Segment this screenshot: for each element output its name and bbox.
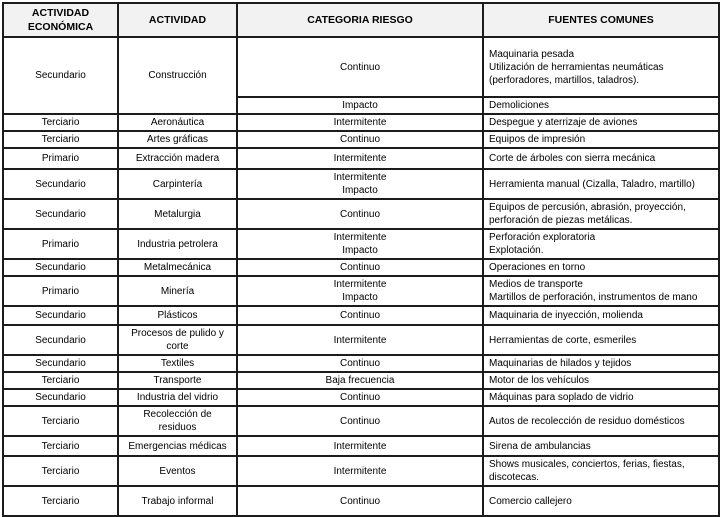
cell-categoria-riesgo (237, 276, 483, 306)
table-row (3, 37, 719, 97)
cell-line: Intermitente (333, 172, 387, 183)
cell-line: Terciario (41, 117, 80, 128)
cell-actividad-economica (3, 389, 118, 406)
cell-line: Carpintería (152, 178, 203, 190)
table-row (3, 131, 719, 148)
cell-fuentes-comunes (483, 436, 719, 456)
risk-sources-table (2, 2, 720, 517)
cell-line: Continuo (339, 495, 381, 507)
table-row (3, 325, 719, 355)
cell-line: Despegue y aterrizaje de aviones (489, 117, 638, 128)
cell-line: Industria del vidrio (136, 392, 219, 403)
cell-actividad (118, 276, 237, 306)
cell-line: Intermitente (333, 153, 387, 164)
cell-line: Textiles (160, 358, 195, 369)
cell-line: discotecas. (489, 472, 540, 483)
table-row (3, 372, 719, 389)
cell-categoria-riesgo (237, 406, 483, 436)
cell-fuentes-comunes (483, 389, 719, 406)
cell-actividad (118, 406, 237, 436)
cell-line: Maquinaria pesada (489, 48, 575, 60)
cell-line: Baja frecuencia (325, 375, 395, 386)
cell-line: Secundario (35, 70, 86, 81)
cell-categoria-riesgo (237, 325, 483, 355)
table-row (3, 406, 719, 436)
cell-actividad (118, 372, 237, 389)
cell-actividad (118, 199, 237, 229)
cell-line: Martillos de perforación, instrumentos de mano (489, 292, 698, 303)
cell-actividad (118, 169, 237, 199)
cell-actividad (118, 389, 237, 406)
cell-line: Utilización de herramientas neumáticas (489, 61, 664, 73)
cell-actividad-economica (3, 229, 118, 259)
cell-line: Metalurgia (154, 208, 201, 220)
cell-fuentes-comunes (483, 97, 719, 114)
column-header-actividad: ACTIVIDAD (118, 3, 237, 37)
cell-line: Intermitente (333, 465, 387, 477)
cell-line: Secundario (35, 178, 86, 190)
cell-actividad-economica (3, 436, 118, 456)
cell-line: Terciario (41, 465, 80, 477)
cell-line: Herramientas de corte, esmeriles (489, 334, 637, 346)
cell-categoria-riesgo (237, 169, 483, 199)
table-row (3, 355, 719, 372)
cell-categoria-riesgo (237, 148, 483, 169)
cell-actividad-economica (3, 148, 118, 169)
cell-line: Máquinas para soplado de vidrio (489, 392, 634, 403)
cell-line: Demoliciones (489, 100, 550, 111)
table-row (3, 148, 719, 169)
cell-line: Impacto (342, 292, 378, 303)
cell-fuentes-comunes (483, 131, 719, 148)
cell-line: Eventos (159, 465, 196, 477)
cell-actividad-economica (3, 114, 118, 131)
cell-categoria-riesgo (237, 114, 483, 131)
cell-line: Secundario (35, 208, 86, 220)
cell-line: Secundario (35, 262, 86, 273)
cell-categoria-riesgo (237, 372, 483, 389)
cell-line: Terciario (41, 440, 80, 452)
column-header-fuentes-comunes: FUENTES COMUNES (483, 3, 719, 37)
column-header-categoria-riesgo: CATEGORIA RIESGO (237, 3, 483, 37)
cell-fuentes-comunes (483, 259, 719, 276)
cell-line: Secundario (35, 310, 86, 321)
cell-line: Continuo (339, 358, 381, 369)
cell-line: Continuo (339, 61, 381, 73)
cell-fuentes-comunes (483, 355, 719, 372)
cell-line: Intermitente (333, 334, 387, 346)
table-row (3, 456, 719, 486)
cell-actividad-economica (3, 355, 118, 372)
cell-line: Sirena de ambulancias (489, 440, 591, 452)
cell-line: Explotación. (489, 245, 544, 256)
table-row (3, 199, 719, 229)
cell-line: Intermitente (333, 117, 387, 128)
cell-line: Aeronáutica (150, 117, 205, 128)
cell-actividad-economica (3, 372, 118, 389)
table-row (3, 306, 719, 325)
cell-fuentes-comunes (483, 325, 719, 355)
cell-actividad (118, 436, 237, 456)
cell-fuentes-comunes (483, 456, 719, 486)
cell-fuentes-comunes (483, 199, 719, 229)
cell-categoria-riesgo (237, 97, 483, 114)
cell-line: Construcción (148, 70, 207, 81)
cell-line: Perforación exploratoria (489, 232, 596, 243)
table-row (3, 486, 719, 516)
cell-fuentes-comunes (483, 37, 719, 97)
cell-categoria-riesgo (237, 486, 483, 516)
cell-fuentes-comunes (483, 276, 719, 306)
cell-line: Emergencias médicas (128, 440, 227, 452)
cell-line: Terciario (41, 495, 80, 507)
cell-actividad-economica (3, 456, 118, 486)
cell-line: Primario (41, 285, 80, 297)
cell-line: Continuo (339, 134, 381, 145)
cell-actividad (118, 355, 237, 372)
cell-line: Intermitente (333, 232, 387, 243)
cell-line: Continuo (339, 310, 381, 321)
cell-categoria-riesgo (237, 389, 483, 406)
cell-line: Medios de transporte (489, 279, 583, 290)
cell-line: Primario (41, 238, 80, 250)
cell-line: Continuo (339, 262, 381, 273)
cell-line: Operaciones en torno (489, 262, 586, 273)
cell-actividad (118, 306, 237, 325)
cell-line: corte (166, 341, 189, 352)
cell-line: Maquinaria de inyección, molienda (489, 310, 643, 321)
cell-fuentes-comunes (483, 114, 719, 131)
cell-line: Maquinarias de hilados y tejidos (489, 358, 632, 369)
cell-line: Equipos de percusión, abrasión, proyección, (489, 202, 686, 213)
table-row (3, 389, 719, 406)
cell-line: Industria petrolera (137, 238, 218, 250)
column-header-actividad-economica: ACTIVIDAD ECONÓMICA (3, 3, 118, 37)
cell-fuentes-comunes (483, 148, 719, 169)
table-body (3, 37, 719, 516)
table-row (3, 259, 719, 276)
cell-line: Secundario (35, 334, 86, 346)
cell-actividad-economica (3, 276, 118, 306)
cell-line: Corte de árboles con sierra mecánica (489, 153, 656, 164)
cell-categoria-riesgo (237, 199, 483, 229)
cell-line: Plásticos (157, 310, 198, 321)
table-row (3, 169, 719, 199)
cell-actividad-economica (3, 199, 118, 229)
cell-line: (perforadores, martillos, taladros). (489, 74, 640, 86)
table-row (3, 114, 719, 131)
cell-actividad-economica (3, 259, 118, 276)
cell-line: Autos de recolección de residuo domésticos (489, 415, 685, 427)
cell-line: Comercio callejero (489, 495, 572, 507)
cell-line: Secundario (35, 392, 86, 403)
cell-line: Herramienta manual (Cizalla, Taladro, martillo) (489, 178, 696, 190)
cell-line: Trabajo informal (141, 495, 214, 507)
cell-line: Terciario (41, 375, 80, 386)
cell-line: Extracción madera (135, 153, 220, 164)
cell-actividad (118, 325, 237, 355)
cell-line: Shows musicales, conciertos, ferias, fiestas, (489, 459, 685, 470)
cell-categoria-riesgo (237, 306, 483, 325)
cell-actividad-economica (3, 406, 118, 436)
cell-line: Continuo (339, 415, 381, 427)
cell-actividad (118, 148, 237, 169)
cell-actividad (118, 456, 237, 486)
cell-line: Continuo (339, 208, 381, 220)
cell-categoria-riesgo (237, 131, 483, 148)
cell-actividad (118, 37, 237, 114)
cell-line: Intermitente (333, 440, 387, 452)
cell-fuentes-comunes (483, 372, 719, 389)
cell-actividad-economica (3, 131, 118, 148)
cell-actividad (118, 131, 237, 148)
cell-line: Secundario (35, 358, 86, 369)
cell-line: Equipos de impresión (489, 134, 586, 145)
cell-line: Continuo (339, 392, 381, 403)
cell-line: Motor de los vehículos (489, 375, 590, 386)
cell-categoria-riesgo (237, 259, 483, 276)
table-row (3, 276, 719, 306)
cell-line: Impacto (342, 245, 378, 256)
cell-fuentes-comunes (483, 406, 719, 436)
cell-line: Minería (160, 285, 195, 297)
cell-line: Transporte (153, 375, 202, 386)
cell-fuentes-comunes (483, 229, 719, 259)
cell-actividad-economica (3, 169, 118, 199)
cell-line: Recolección de (143, 409, 212, 420)
cell-categoria-riesgo (237, 229, 483, 259)
cell-fuentes-comunes (483, 306, 719, 325)
cell-actividad-economica (3, 37, 118, 114)
cell-actividad-economica (3, 325, 118, 355)
cell-actividad-economica (3, 486, 118, 516)
cell-actividad (118, 486, 237, 516)
cell-line: Procesos de pulido y (131, 328, 224, 339)
cell-line: Terciario (41, 134, 80, 145)
cell-line: residuos (158, 422, 197, 433)
cell-line: Artes gráficas (146, 134, 209, 145)
cell-actividad (118, 259, 237, 276)
cell-line: Terciario (41, 415, 80, 427)
cell-line: Metalmecánica (143, 262, 212, 273)
table-header-row (3, 3, 719, 37)
cell-categoria-riesgo (237, 456, 483, 486)
cell-categoria-riesgo (237, 436, 483, 456)
cell-line: perforación de piezas metálicas. (489, 215, 633, 226)
cell-actividad (118, 229, 237, 259)
table-row (3, 229, 719, 259)
cell-categoria-riesgo (237, 37, 483, 97)
cell-fuentes-comunes (483, 486, 719, 516)
cell-actividad (118, 114, 237, 131)
cell-line: Intermitente (333, 279, 387, 290)
cell-line: Primario (41, 153, 80, 164)
cell-categoria-riesgo (237, 355, 483, 372)
cell-line: Impacto (342, 185, 378, 196)
table-row (3, 436, 719, 456)
cell-actividad-economica (3, 306, 118, 325)
cell-line: Impacto (342, 100, 378, 111)
cell-fuentes-comunes (483, 169, 719, 199)
